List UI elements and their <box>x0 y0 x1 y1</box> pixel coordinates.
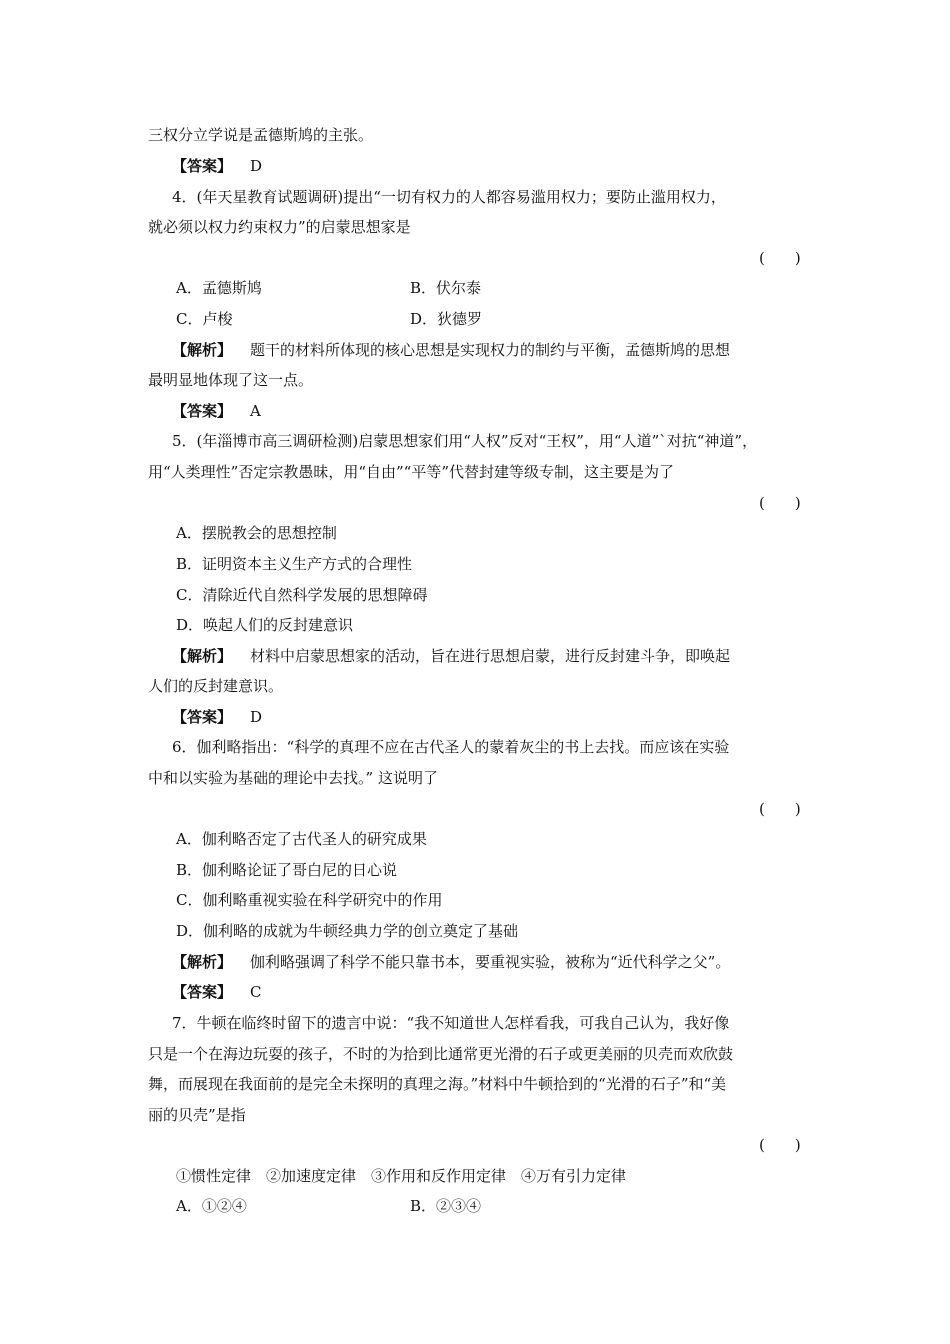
q3-answer <box>172 157 262 175</box>
q5-option-a: A．摆脱教会的思想控制 <box>176 524 337 542</box>
answer-label: 【答案】 <box>172 708 233 726</box>
q7-stem-line: 只是一个在海边玩耍的孩子，不时的为拾到比通常更光滑的石子或更美丽的贝壳而欢欣鼓 <box>148 1045 734 1063</box>
answer-value: D <box>250 157 263 175</box>
answer-label: 【答案】 <box>172 402 233 420</box>
q7-option-b: B．②③④ <box>410 1197 482 1215</box>
q7-stem-line: 7．牛顿在临终时留下的遗言中说：“我不知道世人怎样看我，可我自己认为，我好像 <box>172 1014 730 1032</box>
q6-stem-line: 中和以实验为基础的理论中去找。” 这说明了 <box>148 769 438 787</box>
q6-option-d: D．伽利略的成就为牛顿经典力学的创立奠定了基础 <box>176 922 519 940</box>
q4-option-d: D．狄德罗 <box>410 310 483 328</box>
q7-items: ①惯性定律 ②加速度定律 ③作用和反作用定律 ④万有引力定律 <box>176 1167 627 1185</box>
q7-stem-line: 舞，而展现在我面前的是完全未探明的真理之海。”材料中牛顿拾到的“光滑的石子”和“美 <box>148 1075 727 1093</box>
answer-blank: ( ) <box>759 494 801 512</box>
q6-option-a: A．伽利略否定了古代圣人的研究成果 <box>176 830 427 848</box>
analysis-label: 【解析】 <box>172 647 233 665</box>
q6-option-b: B．伽利略论证了哥白尼的日心说 <box>176 861 398 879</box>
q6-analysis <box>172 953 730 971</box>
q5-answer <box>172 708 262 726</box>
answer-blank: ( ) <box>759 800 801 818</box>
analysis-text: 题干的材料所体现的核心思想是实现权力的制约与平衡，孟德斯鸠的思想 <box>250 341 731 359</box>
q4-option-c: C．卢梭 <box>176 310 233 328</box>
q4-option-a: A．孟德斯鸠 <box>176 279 262 297</box>
q4-stem-line: 就必须以权力约束权力”的启蒙思想家是 <box>148 218 411 236</box>
answer-label: 【答案】 <box>172 157 233 175</box>
answer-blank: ( ) <box>759 1136 801 1154</box>
q5-option-b: B．证明资本主义生产方式的合理性 <box>176 555 413 573</box>
q6-stem-line: 6．伽利略指出：“科学的真理不应在古代圣人的蒙着灰尘的书上去找。而应该在实验 <box>172 738 730 756</box>
answer-value: D <box>250 708 263 726</box>
analysis-label: 【解析】 <box>172 341 233 359</box>
q4-option-b: B．伏尔泰 <box>410 279 482 297</box>
q5-analysis <box>172 647 730 665</box>
q4-stem-line: 4．(年天星教育试题调研)提出“一切有权力的人都容易滥用权力；要防止滥用权力， <box>172 188 726 206</box>
q5-option-d: D．唤起人们的反封建意识 <box>176 616 354 634</box>
q6-option-c: C．伽利略重视实验在科学研究中的作用 <box>176 891 443 909</box>
answer-label: 【答案】 <box>172 983 233 1001</box>
analysis-text: 材料中启蒙思想家的活动，旨在进行思想启蒙，进行反封建斗争，即唤起 <box>250 647 731 665</box>
q4-analysis <box>172 341 730 359</box>
q4-analysis-line: 最明显地体现了这一点。 <box>148 371 314 389</box>
answer-blank: ( ) <box>759 249 801 267</box>
q7-option-a: A．①②④ <box>176 1197 247 1215</box>
answer-value: C <box>250 983 262 1001</box>
q5-stem-line: 5．(年淄博市高三调研检测)启蒙思想家们用“人权”反对“王权”，用“人道”`对抗“神道”， <box>172 432 758 450</box>
analysis-text: 伽利略强调了科学不能只靠书本，要重视实验，被称为“近代科学之父”。 <box>250 953 731 971</box>
q5-analysis-line: 人们的反封建意识。 <box>148 677 284 695</box>
q5-stem-line: 用“人类理性”否定宗教愚昧，用“自由”“平等”代替封建等级专制，这主要是为了 <box>148 463 675 481</box>
q7-stem-line: 丽的贝壳”是指 <box>148 1106 246 1124</box>
answer-value: A <box>250 402 261 420</box>
q4-answer <box>172 402 261 420</box>
q6-answer <box>172 983 262 1001</box>
q5-option-c: C．清除近代自然科学发展的思想障碍 <box>176 586 428 604</box>
q3-text-line: 三权分立学说是孟德斯鸠的主张。 <box>148 126 374 144</box>
analysis-label: 【解析】 <box>172 953 233 971</box>
